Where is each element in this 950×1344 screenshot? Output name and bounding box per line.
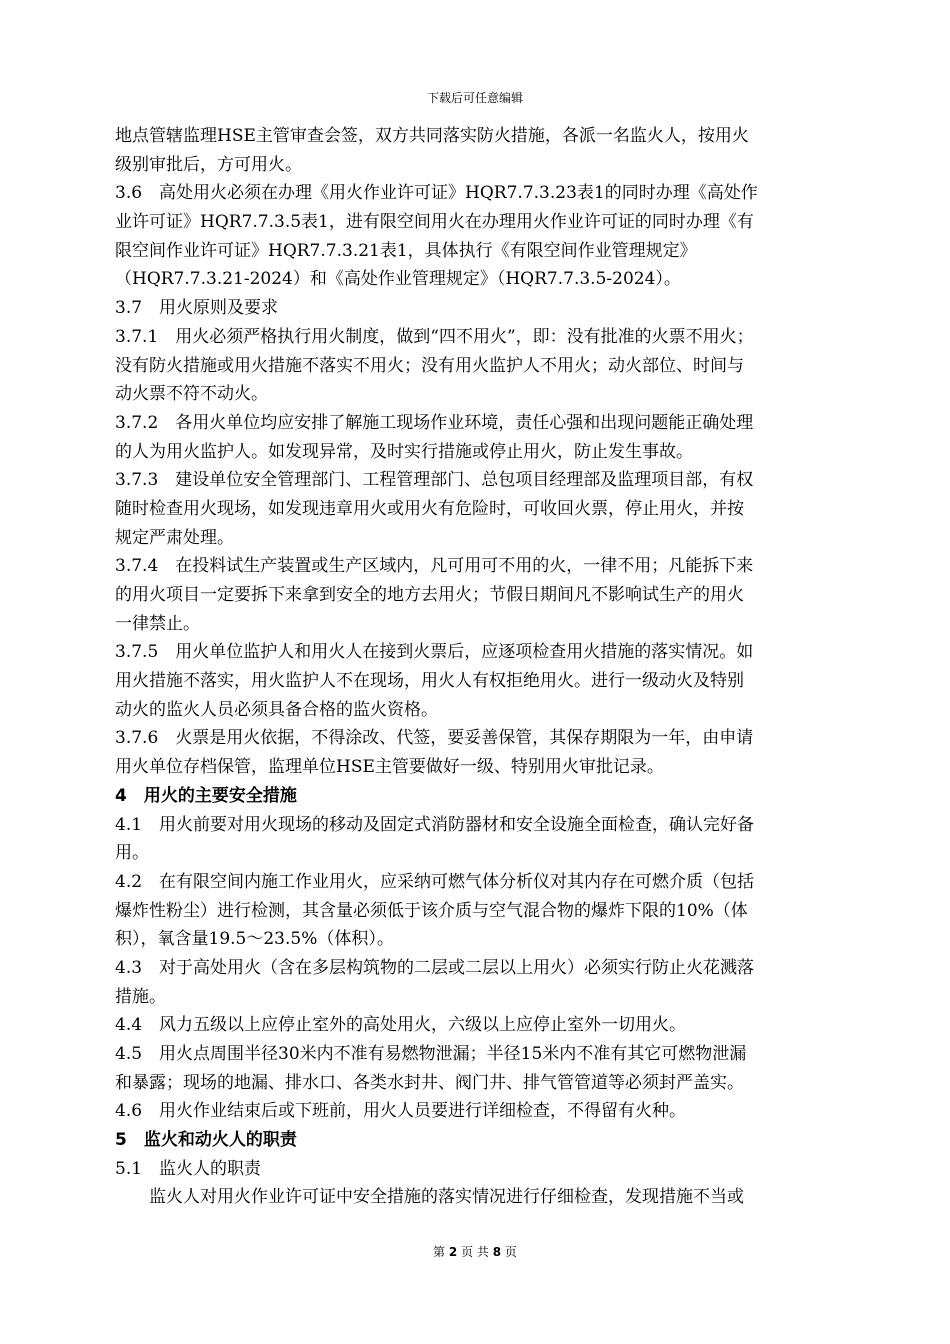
body-line: 措施。: [115, 986, 166, 1007]
body-line: 业许可证》HQR7.7.3.5表1，进有限空间用火在办理用火作业许可证的同时办理《有: [115, 212, 754, 233]
body-line: 监火人对用火作业许可证中安全措施的落实情况进行仔细检查，发现措施不当或: [149, 1187, 744, 1208]
footer-suffix: 页: [504, 1245, 517, 1259]
body-line: 用火措施不落实，用火监护人不在现场，用火人有权拒绝用火。进行一级动火及特别: [115, 671, 744, 692]
body-line: 3.7.4 在投料试生产装置或生产区域内，凡可用可不用的火，一律不用；凡能拆下来: [115, 556, 754, 577]
body-line: 动火的监火人员必须具备合格的监火资格。: [115, 699, 438, 720]
body-line: 4.2 在有限空间内施工作业用火，应采纳可燃气体分析仪对其内存在可燃介质（包括: [115, 871, 755, 892]
section-heading: 4 用火的主要安全措施: [115, 785, 297, 806]
body-line: 4.3 对于高处用火（含在多层构筑物的二层或二层以上用火）必须实行防止火花溅落: [115, 957, 755, 978]
body-line: 用火单位存档保管，监理单位HSE主管要做好一级、特别用火审批记录。: [115, 757, 664, 778]
body-line: 爆炸性粉尘）进行检测，其含量必须低于该介质与空气混合物的爆炸下限的10%（体: [115, 900, 748, 921]
footer-middle: 页 共: [461, 1245, 489, 1259]
body-line: 没有防火措施或用火措施不落实不用火；没有用火监护人不用火；动火部位、时间与: [115, 355, 744, 376]
total-page-count: 8: [492, 1245, 502, 1259]
body-line: 级别审批后，方可用火。: [115, 154, 302, 175]
body-line: 积），氧含量19.5～23.5%（体积）。: [115, 929, 394, 950]
body-line: 限空间作业许可证》HQR7.7.3.21表1，具体执行《有限空间作业管理规定》: [115, 240, 697, 261]
body-line: 动火票不符不动火。: [115, 384, 268, 405]
body-line: 4.1 用火前要对用火现场的移动及固定式消防器材和安全设施全面检查，确认完好备: [115, 814, 755, 835]
footer-prefix: 第: [433, 1245, 446, 1259]
body-line: 3.7.2 各用火单位均应安排了解施工现场作业环境，责任心强和出现问题能正确处理: [115, 412, 754, 433]
body-line: 3.7.1 用火必须严格执行用火制度，做到“四不用火”，即：没有批准的火票不用火；: [115, 326, 754, 347]
body-line: 一律禁止。: [115, 613, 200, 634]
subsection-title: 3.7 用火原则及要求: [115, 298, 279, 319]
body-line: （HQR7.7.3.21-2024）和《高处作业管理规定》（HQR7.7.3.5-2024）。: [115, 269, 681, 290]
body-line: 用。: [115, 843, 149, 864]
body-line: 地点管辖监理HSE主管审查会签，双方共同落实防火措施，各派一名监火人，按用火: [115, 126, 749, 146]
current-page-number: 2: [448, 1245, 458, 1259]
body-line: 的用火项目一定要拆下来拿到安全的地方去用火；节假日期间凡不影响试生产的用火: [115, 585, 744, 605]
body-line: 3.7.3 建设单位安全管理部门、工程管理部门、总包项目经理部及监理项目部，有权: [115, 470, 754, 491]
document-body: [115, 122, 837, 1212]
section-heading: 5 监火和动火人的职责: [115, 1130, 297, 1151]
body-line: 随时检查用火现场，如发现违章用火或用火有危险时，可收回火票，停止用火，并按: [115, 498, 744, 519]
body-line: 和暴露；现场的地漏、排水口、各类水封井、阀门井、排气管管道等必须封严盖实。: [115, 1072, 744, 1093]
body-line: 4.6 用火作业结束后或下班前，用火人员要进行详细检查，不得留有火种。: [115, 1101, 687, 1122]
body-line: 3.7.6 火票是用火依据，不得涂改、代签，要妥善保管，其保存期限为一年，由申请: [115, 728, 754, 749]
body-line: 4.4 风力五级以上应停止室外的高处用火，六级以上应停止室外一切用火。: [115, 1015, 687, 1036]
body-line: 3.7.5 用火单位监护人和用火人在接到火票后，应逐项检查用火措施的落实情况。如: [115, 642, 754, 663]
subsection-title: 5.1 监火人的职责: [115, 1158, 262, 1179]
body-line: 规定严肃处理。: [115, 527, 234, 548]
page-header: 下载后可任意编辑: [426, 91, 523, 105]
body-line: 3.6 高处用火必须在办理《用火作业许可证》HQR7.7.3.23表1的同时办理《高处作: [115, 183, 758, 204]
body-line: 的人为用火监护人。如发现异常，及时实行措施或停止用火，防止发生事故。: [115, 441, 693, 462]
page-footer: [0, 1244, 950, 1260]
body-line: 4.5 用火点周围半径30米内不准有易燃物泄漏；半径15米内不准有其它可燃物泄漏: [115, 1044, 747, 1064]
